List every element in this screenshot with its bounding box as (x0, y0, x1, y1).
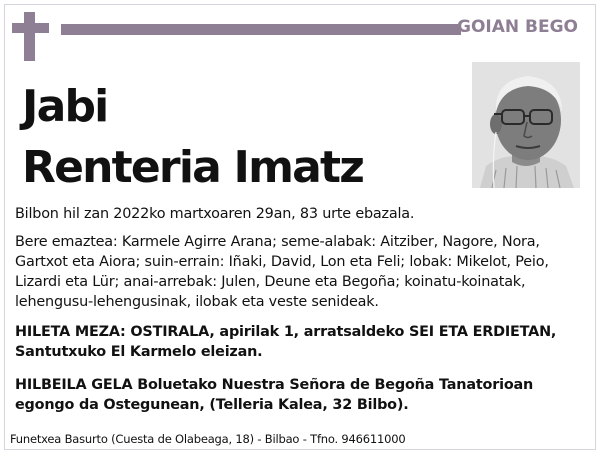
funeral-mass-info: HILETA MEZA: OSTIRALA, apirilak 1, arratsaldeko SEI ETA ERDIETAN, Santutxuko El Karmelo eleizan. (15, 324, 557, 360)
wake-room-info: HILBEILA GELA Boluetako Nuestra Señora de Begoña Tanatorioan egongo da Ostegunean, (Telleria Kalea, 32 Bilbo). (15, 377, 534, 413)
cross-vertical-bar (24, 12, 35, 61)
deceased-last-name: Renteria Imatz (22, 142, 364, 193)
deceased-first-name: Jabi (22, 81, 108, 132)
death-statement: Bilbon hil zan 2022ko martxoaren 29an, 83 urte ebazala. (15, 206, 415, 222)
cross-horizontal-bar (12, 23, 49, 33)
family-list: Bere emaztea: Karmele Agirre Arana; seme-alabak: Aitziber, Nagore, Nora, Gartxot eta Aiora; suin-errain: Iñaki, David, Lon eta Feli; lobak: Mikelot, Peio, Lizardi eta Lür; anai-arrebak: Julen, Deune eta Begoña; koinatu-koinatak, lehengusu-lehengusinak, ilobak eta veste senideak. (15, 234, 549, 310)
portrait-illustration (472, 62, 580, 188)
funeral-home-footer: Funetxea Basurto (Cuesta de Olabeaga, 18) - Bilbao - Tfno. 946611000 (10, 432, 406, 446)
brand-label: GOIAN BEGO (456, 17, 578, 37)
header-rule (61, 24, 461, 35)
portrait-photo (472, 62, 580, 188)
